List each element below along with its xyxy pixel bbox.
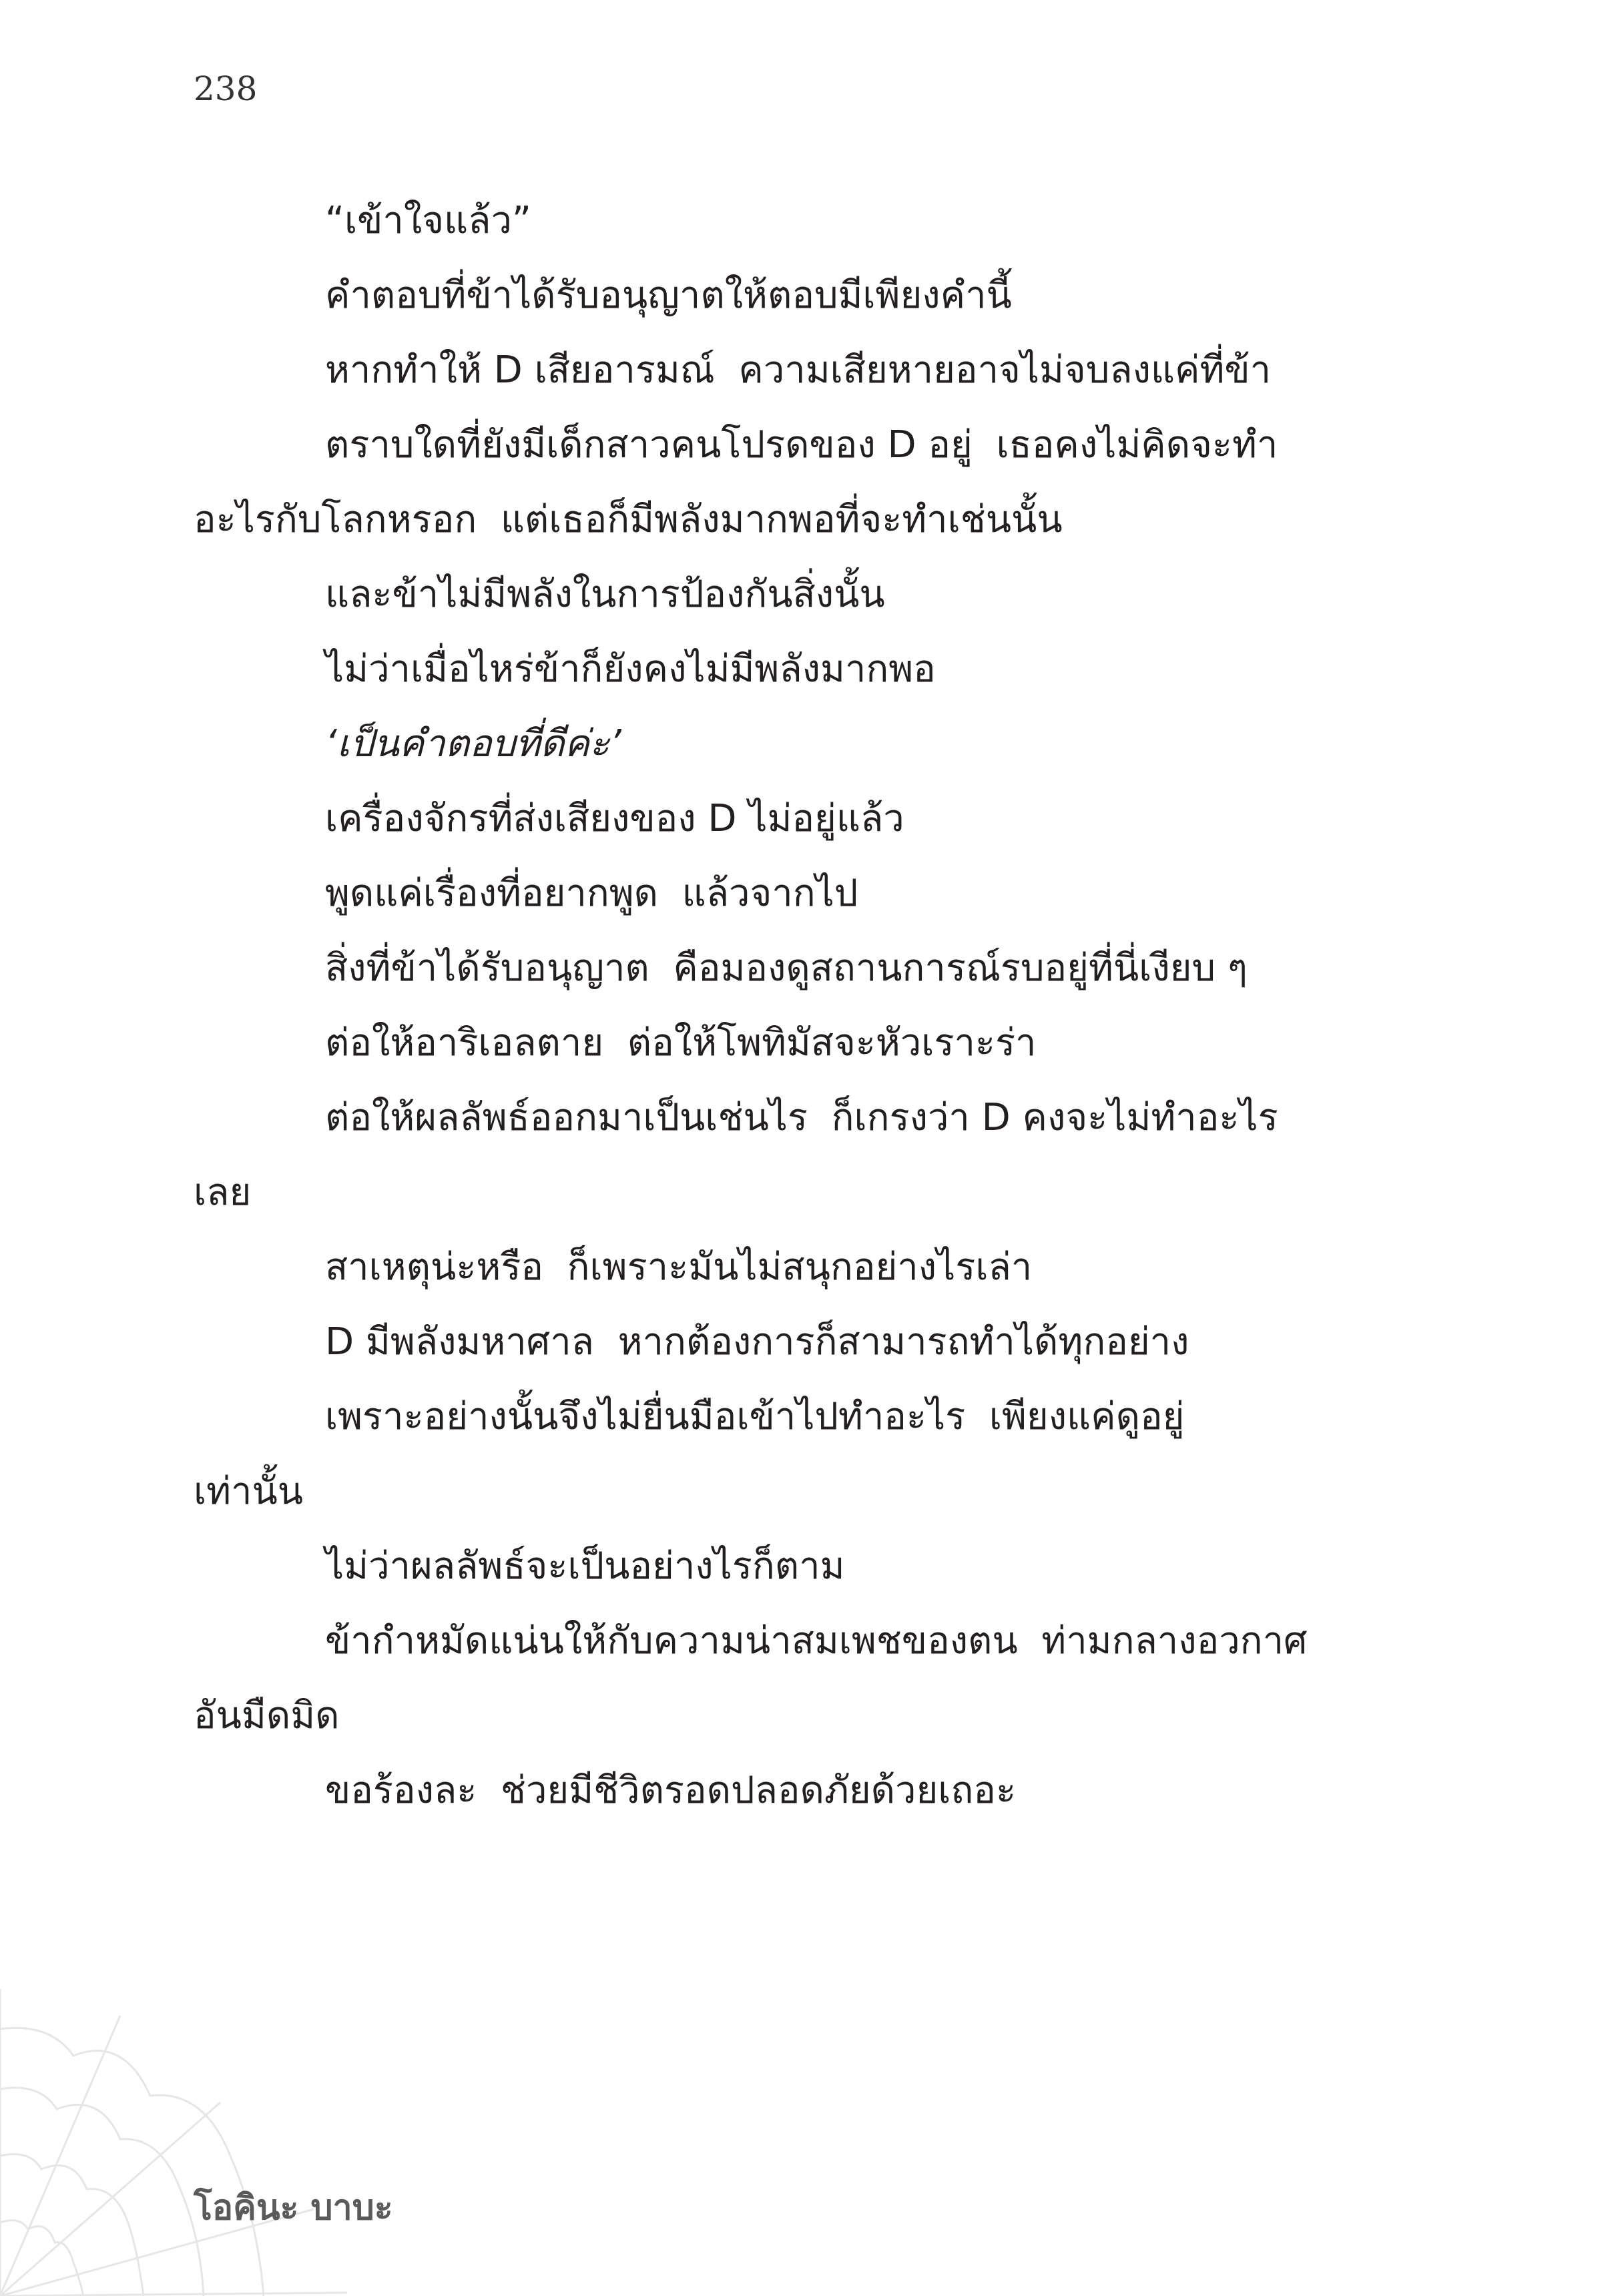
paragraph-line: สาเหตุน่ะหรือ ก็เพราะมันไม่สนุกอย่างไรเล่า <box>325 1245 1033 1289</box>
body-text <box>194 184 1382 1828</box>
paragraph-line: เท่านั้น <box>194 1470 304 1513</box>
paragraph-line: คำตอบที่ข้าได้รับอนุญาตให้ตอบมีเพียงคำนี้ <box>325 274 1012 317</box>
paragraph-line: อะไรกับโลกหรอก แต่เธอก็มีพลังมากพอที่จะทำเช่นนั้น <box>194 498 1063 541</box>
paragraph-line: หากทำให้ D เสียอารมณ์ ความเสียหายอาจไม่จบลงแค่ที่ข้า <box>325 348 1272 392</box>
page-number: 238 <box>194 69 258 108</box>
paragraph-line: ข้ากำหมัดแน่นให้กับความน่าสมเพชของตน ท่ามกลางอวกาศ <box>325 1619 1308 1663</box>
paragraph-line: D มีพลังมหาศาล หากต้องการก็สามารถทำได้ทุกอย่าง <box>325 1320 1189 1364</box>
paragraph-line: เลย <box>194 1171 252 1214</box>
paragraph-line: พูดแค่เรื่องที่อยากพูด แล้วจากไป <box>325 872 858 915</box>
paragraph-line: ‘เป็นคำตอบที่ดีค่ะ’ <box>325 722 621 766</box>
paragraph-line: ตราบใดที่ยังมีเด็กสาวคนโปรดของ D อยู่ เธอคงไม่คิดจะทำ <box>325 423 1278 467</box>
paragraph-line: ขอร้องละ ช่วยมีชีวิตรอดปลอดภัยด้วยเถอะ <box>325 1769 1017 1812</box>
paragraph-line: ไม่ว่าผลลัพธ์จะเป็นอย่างไรก็ตาม <box>325 1544 845 1588</box>
paragraph-line: ต่อให้อาริเอลตาย ต่อให้โพทิมัสจะหัวเราะร่า <box>325 1021 1037 1065</box>
paragraph-line: และข้าไม่มีพลังในการป้องกันสิ่งนั้น <box>325 573 885 616</box>
paragraph-line: อันมืดมิด <box>194 1694 340 1737</box>
book-author-footer: โอคินะ บาบะ <box>194 2188 393 2228</box>
paragraph-line: “เข้าใจแล้ว” <box>325 199 531 242</box>
paragraph-line: ไม่ว่าเมื่อไหร่ข้าก็ยังคงไม่มีพลังมากพอ <box>325 647 936 691</box>
paragraph-line: เครื่องจักรที่ส่งเสียงของ D ไม่อยู่แล้ว <box>325 797 904 840</box>
paragraph-line: สิ่งที่ข้าได้รับอนุญาต คือมองดูสถานการณ์รบอยู่ที่นี่เงียบ ๆ <box>325 946 1248 990</box>
spider-web-icon <box>0 1989 347 2296</box>
paragraph-line: เพราะอย่างนั้นจึงไม่ยื่นมือเข้าไปทำอะไร เพียงแค่ดูอยู่ <box>325 1395 1185 1438</box>
paragraph-line: ต่อให้ผลลัพธ์ออกมาเป็นเช่นไร ก็เกรงว่า D คงจะไม่ทำอะไร <box>325 1096 1278 1139</box>
